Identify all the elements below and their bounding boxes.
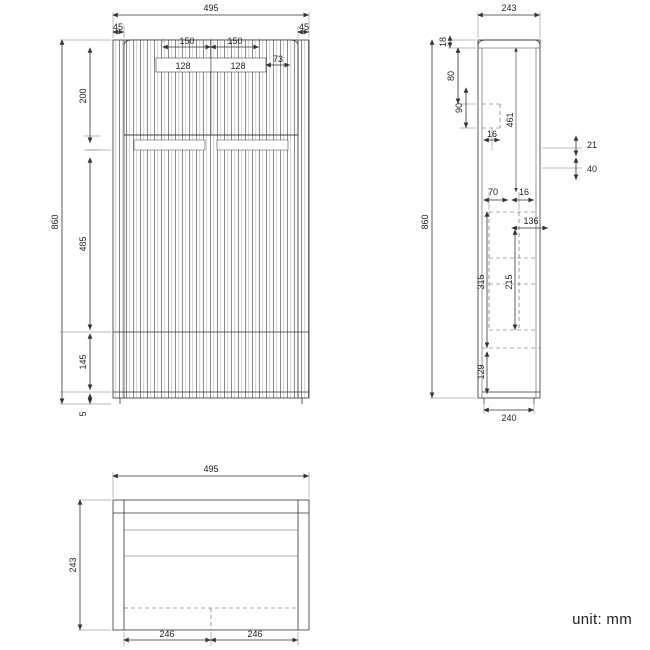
- dim-side-overall-height: 860: [420, 214, 430, 230]
- dim-front-mid-section-height: 485: [78, 236, 88, 252]
- dim-front-right-drawer-width: 150: [227, 36, 243, 46]
- dim-front-overall-width: 495: [203, 3, 219, 13]
- dim-side-inner-height: 215: [504, 274, 514, 290]
- dim-front-right-gap: 73: [272, 54, 284, 64]
- dim-side-top-offset: 80: [446, 70, 456, 82]
- dim-side-upper-offset: 90: [454, 102, 464, 114]
- dim-front-top-section-height: 200: [78, 88, 88, 104]
- dim-front-right-handle-centers: 128: [230, 61, 246, 71]
- dim-side-overall-depth: 243: [501, 3, 517, 13]
- dim-side-base-depth: 240: [501, 413, 517, 423]
- dim-front-left-drawer-width: 150: [179, 36, 195, 46]
- dim-side-shelf-rear: 16: [518, 187, 530, 197]
- dim-front-overall-height: 860: [50, 214, 60, 230]
- dim-side-right-offset: 40: [586, 164, 598, 174]
- dim-front-right-side-panel: 45: [298, 22, 310, 32]
- unit-note: unit: mm: [572, 611, 632, 628]
- dim-side-inner-depth: 136: [523, 216, 539, 226]
- dim-side-base-height: 129: [476, 364, 486, 380]
- dim-side-lower-height: 315: [476, 274, 486, 290]
- dim-front-left-handle-centers: 128: [175, 61, 191, 71]
- dim-front-plinth-height: 5: [78, 411, 88, 417]
- dim-front-lower-section-height: 145: [78, 354, 88, 370]
- dim-top-overall-width: 495: [203, 464, 219, 474]
- dim-top-right-opening: 246: [247, 629, 263, 639]
- dim-side-shelf-front: 70: [487, 187, 499, 197]
- dim-side-right-small: 21: [586, 140, 598, 150]
- dim-side-bracket-depth: 16: [486, 129, 498, 139]
- dim-front-left-side-panel: 45: [112, 22, 124, 32]
- dim-top-left-opening: 246: [159, 629, 175, 639]
- dim-top-overall-depth: 243: [68, 557, 78, 573]
- dim-side-cabinet-height: 461: [505, 112, 515, 128]
- dim-side-top-edge: 18: [438, 36, 448, 48]
